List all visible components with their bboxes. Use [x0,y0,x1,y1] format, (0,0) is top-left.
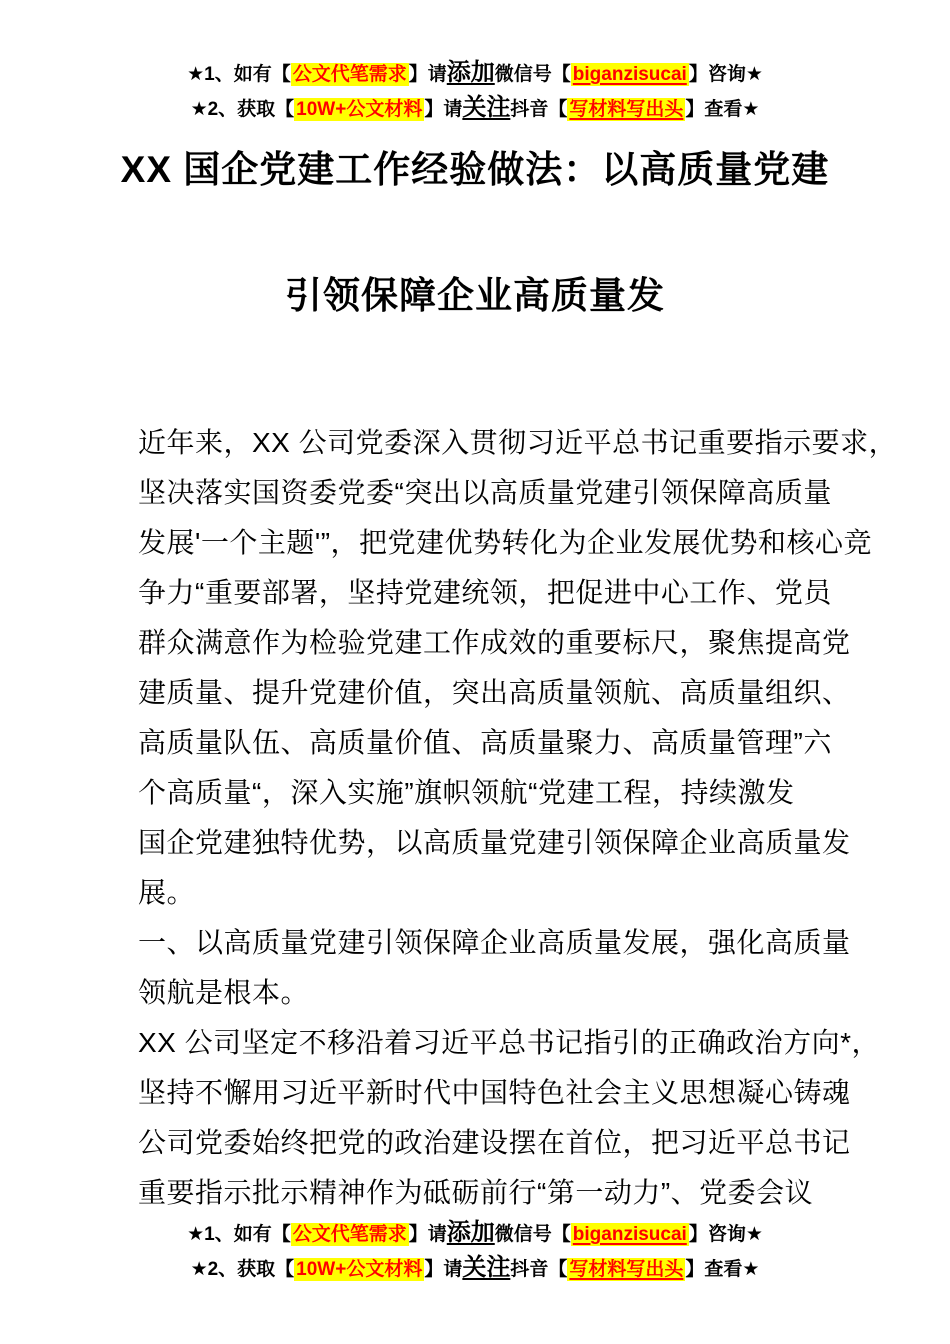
promo-segment-big-ul: 关注 [462,1254,511,1281]
promo-footer [0,1216,950,1286]
promo-segment-base: ★1、如有【 [187,1224,291,1245]
document-body [138,418,898,1218]
promo-segment-big-ul: 添加 [446,1219,495,1246]
promo-segment-base: 】查看★ [685,1259,760,1280]
promo-segment-base: 抖音【 [510,1259,568,1280]
body-line: 高质量队伍、高质量价值、高质量聚力、高质量管理”六 [138,727,832,758]
body-line: XX 公司坚定不移沿着习近平总书记指引的正确政治方向*， [138,1027,881,1058]
promo-segment-hl-ul: biganzisucai [572,64,687,85]
promo-segment-base: 抖音【 [510,99,568,120]
promo-segment-base: 】请 [424,1259,463,1280]
body-line: 近年来，XX 公司党委深入贯彻习近平总书记重要指示要求， [138,427,898,458]
promo-segment-base: 】请 [424,99,463,120]
body-line: 争力“重要部署，坚持党建统领，把促进中心工作、党员 [138,577,832,608]
promo-segment-base: 】请 [408,64,447,85]
promo-header-line-2 [0,91,950,126]
promo-segment-base: ★1、如有【 [187,64,291,85]
promo-segment-base: 】咨询★ [688,64,763,85]
body-line: 公司党委始终把党的政治建设摆在首位，把习近平总书记 [138,1127,851,1158]
body-line: 群众满意作为检验党建工作成效的重要标尺，聚焦提高党 [138,627,851,658]
promo-segment-hl: 公文代笔需求 [292,1224,407,1245]
title-line-1: XX 国企党建工作经验做法：以高质量党建 [120,149,830,190]
promo-segment-base: ★2、获取【 [190,99,295,120]
promo-footer-line-1 [0,1216,950,1251]
promo-segment-base: 微信号【 [494,64,571,85]
promo-segment-big-ul: 添加 [446,59,495,86]
promo-segment-hl-ul: 写材料写出头 [569,1259,684,1280]
promo-segment-base: ★2、获取【 [190,1259,295,1280]
promo-segment-hl-ul: biganzisucai [572,1224,687,1245]
promo-segment-hl: 10W+公文材料 [296,1259,423,1280]
promo-segment-hl-ul: 写材料写出头 [569,99,684,120]
body-line: 重要指示批示精神作为砥砺前行“第一动力”、党委会议 [138,1177,814,1208]
promo-segment-base: 】查看★ [685,99,760,120]
promo-segment-base: 】请 [408,1224,447,1245]
body-line: 个高质量“，深入实施”旗帜领航“党建工程，持续激发 [138,777,795,808]
body-line: 国企党建独特优势，以高质量党建引领保障企业高质量发 [138,827,851,858]
promo-segment-base: 微信号【 [494,1224,571,1245]
body-line: 坚持不懈用习近平新时代中国特色社会主义思想凝心铸魂 [138,1077,851,1108]
promo-segment-big-ul: 关注 [462,94,511,121]
promo-segment-base: 】咨询★ [688,1224,763,1245]
body-line: 发展'一个主题'”，把党建优势转化为企业发展优势和核心竞 [138,527,873,558]
promo-header [0,56,950,126]
document-title [0,148,950,318]
body-line: 建质量、提升党建价值，突出高质量领航、高质量组织、 [138,677,851,708]
body-line: 一、以高质量党建引领保障企业高质量发展，强化高质量 [138,927,851,958]
promo-segment-hl: 10W+公文材料 [296,99,423,120]
body-line: 展。 [138,877,196,908]
promo-header-line-1 [0,56,950,91]
body-line: 坚决落实国资委党委“突出以高质量党建引领保障高质量 [138,477,832,508]
body-line: 领航是根本。 [138,977,310,1008]
title-line-2: 引领保障企业高质量发 [285,275,665,316]
promo-footer-line-2 [0,1251,950,1286]
promo-segment-hl: 公文代笔需求 [292,64,407,85]
